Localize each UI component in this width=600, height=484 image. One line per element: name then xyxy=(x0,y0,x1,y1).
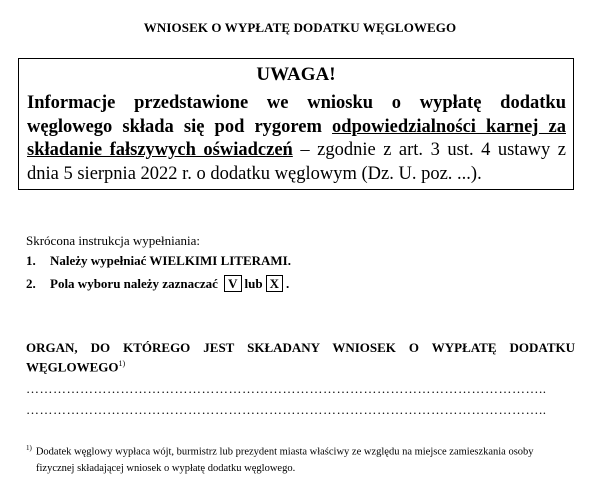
instruction-text-end: . xyxy=(286,276,290,291)
instruction-number: 1. xyxy=(26,253,36,268)
organ-heading xyxy=(26,340,575,375)
footnote-text-line1: Dodatek węglowy wypłaca wójt, burmistrz lub prezydent miasta właściwy ze względu na miejsce zamieszkania osoby xyxy=(35,446,534,458)
warning-text xyxy=(27,92,566,186)
warning-text-part1: Informacje przedstawione we wniosku o wypłatę dodatku węglowego składa się pod rygorem xyxy=(27,93,566,137)
warning-box xyxy=(18,58,574,190)
organ-heading-text: ORGAN, DO KTÓREGO JEST SKŁADANY WNIOSEK O WYPŁATĘ DODATKU WĘGLOWEGO xyxy=(26,340,575,375)
checkbox-example-v: V xyxy=(224,275,241,292)
warning-text-underlined: odpowiedzialności karnej za składanie fałszywych oświadczeń xyxy=(27,116,567,160)
organ-input-line-1[interactable]: …………………………………………………………………………………………………….. xyxy=(26,381,547,396)
instructions-heading: Skrócona instrukcja wypełniania: xyxy=(26,233,201,248)
instruction-connector: lub xyxy=(244,276,263,291)
footnote-reference: 1) xyxy=(118,359,126,368)
footnote-text-line2: fizycznej składającej wniosek o wypłatę dodatku węglowego. xyxy=(36,462,296,474)
footnote-marker: 1) xyxy=(26,444,32,452)
warning-text-part2: – zgodnie z art. 3 ust. 4 ustawy z dnia 5 sierpnia 2022 r. o dodatku węglowym (Dz. U. poz. ...). xyxy=(27,140,566,184)
footnote xyxy=(26,440,575,477)
instruction-text: Należy wypełniać WIELKIMI LITERAMI. xyxy=(50,253,291,268)
document-title: WNIOSEK O WYPŁATĘ DODATKU WĘGLOWEGO xyxy=(143,20,457,35)
checkbox-example-x: X xyxy=(266,275,283,292)
instruction-item-2 xyxy=(26,275,289,292)
instruction-item-1 xyxy=(26,253,291,269)
organ-input-line-2[interactable]: …………………………………………………………………………………………………….. xyxy=(26,402,547,417)
instruction-text: Pola wyboru należy zaznaczać xyxy=(50,276,218,291)
warning-heading: UWAGA! xyxy=(256,64,336,85)
instruction-number: 2. xyxy=(26,276,36,291)
